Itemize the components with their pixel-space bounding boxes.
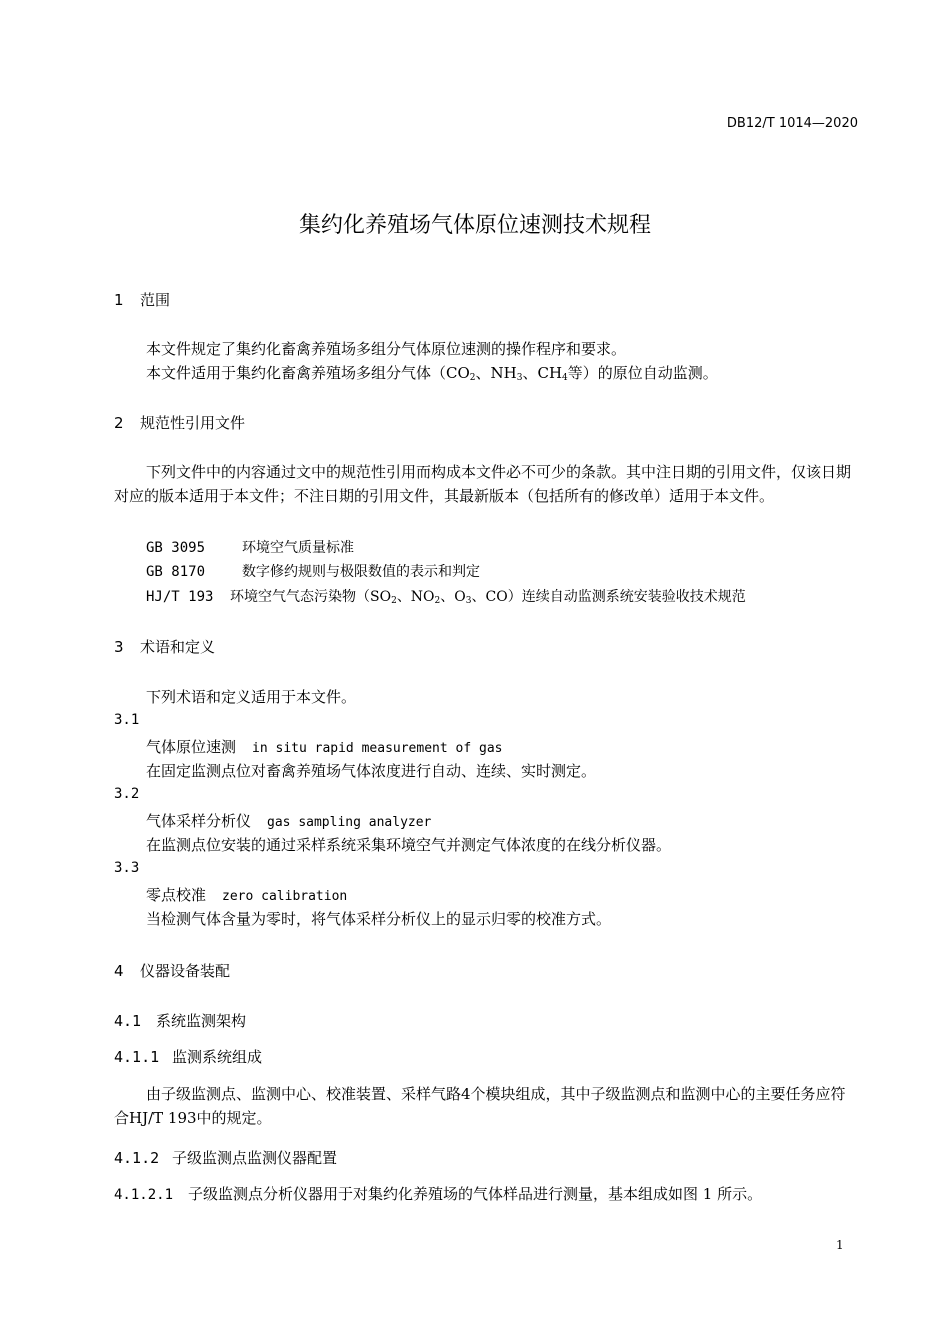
section-3-heading xyxy=(114,636,215,657)
reference-code: HJ/T 193 xyxy=(146,589,214,605)
term-chinese: 气体采样分析仪 xyxy=(146,812,252,830)
reference-item xyxy=(146,585,746,613)
section-number: 4 xyxy=(114,962,124,980)
section-title: 系统监测架构 xyxy=(156,1012,247,1030)
text-run: 、CH xyxy=(522,364,563,382)
term-number: 3.2 xyxy=(114,786,140,802)
subscript: 3 xyxy=(465,596,472,606)
text-run: 本文件适用于集约化畜禽养殖场多组分气体（CO xyxy=(146,364,470,382)
subscript: 2 xyxy=(434,596,441,606)
section-1-paragraph-2 xyxy=(146,361,718,390)
section-title: 监测系统组成 xyxy=(172,1048,263,1066)
section-number: 2 xyxy=(114,414,124,432)
reference-code: GB 8170 xyxy=(146,564,206,580)
section-4-1-2-heading xyxy=(114,1147,337,1168)
subscript: 3 xyxy=(516,373,523,383)
section-4-1-heading xyxy=(114,1010,246,1031)
text-run: 环境空气气态污染物（SO xyxy=(230,589,392,605)
section-1-heading xyxy=(114,289,170,310)
term-number: 3.1 xyxy=(114,712,140,728)
section-3-intro: 下列术语和定义适用于本文件。 xyxy=(146,688,357,706)
section-2-heading xyxy=(114,412,245,433)
text-run: 、NH xyxy=(475,364,517,382)
text-run: 、NO xyxy=(396,589,435,605)
subscript: 2 xyxy=(391,596,397,606)
term-chinese: 零点校准 xyxy=(146,886,207,904)
term-definition: 在监测点位安装的通过采样系统采集环境空气并测定气体浓度的在线分析仪器。 xyxy=(146,836,672,854)
subscript: 4 xyxy=(562,373,568,383)
document-title: 集约化养殖场气体原位速测技术规程 xyxy=(298,213,651,238)
section-number: 4.1.1 xyxy=(114,1048,160,1066)
section-4-1-1-heading xyxy=(114,1046,262,1067)
clause-text: 子级监测点分析仪器用于对集约化养殖场的气体样品进行测量，基本组成如图 1 所示。 xyxy=(188,1185,763,1203)
section-title: 仪器设备装配 xyxy=(140,962,231,980)
section-number: 4.1.2 xyxy=(114,1149,160,1167)
term-heading xyxy=(146,884,347,905)
section-number: 3 xyxy=(114,638,124,656)
reference-title: 数字修约规则与极限数值的表示和判定 xyxy=(242,564,480,580)
section-title: 范围 xyxy=(140,291,171,309)
term-number: 3.3 xyxy=(114,860,140,876)
reference-item xyxy=(146,536,354,560)
reference-title: 环境空气质量标准 xyxy=(242,540,354,556)
term-english: gas sampling analyzer xyxy=(267,815,432,830)
term-heading xyxy=(146,810,431,831)
section-number: 1 xyxy=(114,291,124,309)
section-title: 术语和定义 xyxy=(140,638,216,656)
term-heading xyxy=(146,736,502,757)
term-english: in situ rapid measurement of gas xyxy=(252,741,503,756)
section-4-heading xyxy=(114,960,230,981)
text-run: 、O xyxy=(440,589,466,605)
term-definition: 在固定监测点位对畜禽养殖场气体浓度进行自动、连续、实时测定。 xyxy=(146,762,597,780)
section-4-1-2-1-paragraph xyxy=(114,1182,762,1207)
section-title: 子级监测点监测仪器配置 xyxy=(172,1149,338,1167)
section-2-intro: 下列文件中的内容通过文中的规范性引用而构成本文件必不可少的条款。其中注日期的引用文件，仅该日期对应的版本适用于本文件；不注日期的引用文件，其最新版本（包括所有的修改单）适用于本文件。 xyxy=(114,463,852,505)
text-run: 等）的原位自动监测。 xyxy=(567,364,718,382)
page-number: 1 xyxy=(836,1238,844,1252)
section-4-1-1-paragraph: 由子级监测点、监测中心、校准装置、采样气路4个模块组成，其中子级监测点和监测中心的主要任务应符合HJ/T 193中的规定。 xyxy=(114,1085,846,1127)
section-title: 规范性引用文件 xyxy=(140,414,246,432)
section-number: 4.1 xyxy=(114,1012,142,1030)
clause-number: 4.1.2.1 xyxy=(114,1187,174,1203)
subscript: 2 xyxy=(469,373,476,383)
text-run: 、CO）连续自动监测系统安装验收技术规范 xyxy=(471,589,746,605)
section-1-paragraph-1: 本文件规定了集约化畜禽养殖场多组分气体原位速测的操作程序和要求。 xyxy=(146,340,627,358)
term-definition: 当检测气体含量为零时，将气体采样分析仪上的显示归零的校准方式。 xyxy=(146,910,612,928)
document-code: DB12/T 1014—2020 xyxy=(726,116,858,131)
reference-item xyxy=(146,560,480,584)
term-chinese: 气体原位速测 xyxy=(146,738,237,756)
reference-code: GB 3095 xyxy=(146,540,206,556)
term-english: zero calibration xyxy=(222,889,348,904)
